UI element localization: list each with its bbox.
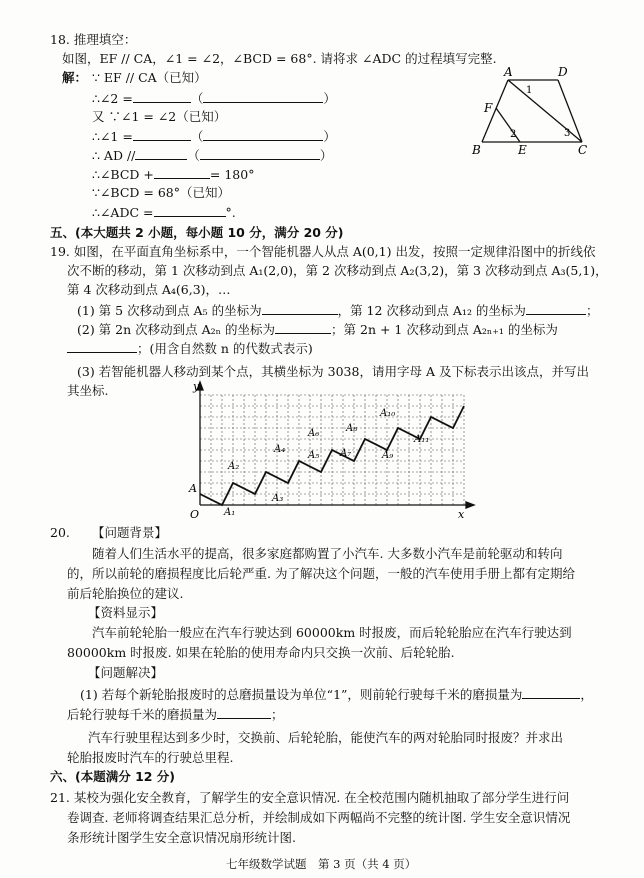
q19-part-2: (2) 第 2n 次移动到点 A₂ₙ 的坐标为 ；第 2n + 1 次移动到点 A₂ₙ₊₁ 的坐标为 (77, 322, 558, 337)
q20-info-2: 80000km 时报废. 如果在轮胎的使用寿命内只交换一次前、后轮轮胎. (67, 645, 455, 660)
q19-part-2-cont: ；(用含自然数 n 的代数式表示) (67, 340, 313, 357)
q21-line-3: 条形统计图学生安全意识情况扇形统计图. (67, 830, 296, 845)
x-axis-arrow (466, 502, 474, 508)
q18-blank-4a[interactable] (133, 128, 191, 141)
page-footer: 七年级数学试题 第 3 页（共 4 页） (226, 857, 417, 871)
x-axis-label: x (458, 508, 465, 521)
q18-blank-5a[interactable] (135, 147, 187, 160)
q18-step-8: ∴∠ADC = °. (92, 205, 236, 220)
q20-background-3: 前后轮胎换位的建议. (67, 586, 184, 601)
q20-solve-2-cont: 轮胎报废时汽车的行驶总里程. (67, 750, 234, 765)
q18-blank-2a[interactable] (133, 90, 191, 103)
section-5-heading: 五、(本大题共 2 小题，每小题 10 分，满分 20 分) (50, 225, 344, 240)
q21-line-2: 卷调查. 老师将调查结果汇总分析，并绘制成如下两幅尚不完整的统计图. 学生安全意识情况 (67, 810, 571, 825)
q18-step-3: 又 ∵∠1 = ∠2（已知） (92, 109, 227, 124)
q18-blank-4b[interactable] (203, 128, 323, 141)
q18-step-4: ∴∠1 = （ ） (92, 129, 336, 144)
q19-line-3: 第 4 次移动到点 A₄(6,3)，… (67, 282, 231, 297)
origin-label: O (190, 508, 200, 521)
point-a4-label: A₄ (274, 444, 286, 455)
q20-background-1: 随着人们生活水平的提高，很多家庭都购置了小汽车. 大多数小汽车是前轮驱动和转向 (92, 546, 563, 561)
q19-part-3: (3) 若智能机器人移动到某个点，其横坐标为 3038，请用字母 A 及下标表示出该点，并写出 (77, 364, 589, 379)
point-a11-label: A₁₁ (414, 434, 430, 445)
point-a9-label: A₉ (382, 450, 394, 461)
q20-info-title: 【资料显示】 (88, 605, 164, 620)
q18-title: 18. 推理填空： (50, 32, 137, 47)
angle-3: 3 (564, 128, 571, 139)
label-f: F (484, 101, 493, 115)
q20-blank-2[interactable] (217, 706, 271, 719)
q18-figure (462, 62, 602, 158)
label-c: C (578, 143, 588, 157)
q19-part-1: (1) 第 5 次移动到点 A₅ 的坐标为 ，第 12 次移动到点 A₁₂ 的坐标为 ； (77, 303, 599, 318)
angle-2: 2 (510, 129, 517, 140)
q18-step-7: ∵∠BCD = 68°（已知） (92, 185, 231, 200)
point-a-label: A (189, 482, 197, 495)
section-6-heading: 六、(本题满分 12 分) (50, 769, 176, 784)
q19-line-1: 19. 如图，在平面直角坐标系中，一个智能机器人从点 A(0,1) 出发，按照一定规律沿图中的折线依 (50, 244, 596, 259)
q18-blank-8[interactable] (154, 204, 226, 217)
q20-background-2: 的，所以前轮的磨损程度比后轮严重. 为了解决这个问题，一般的汽车使用手册上都有定期给 (67, 566, 575, 581)
q19-blank-2b[interactable] (67, 340, 137, 353)
q18-step-1: ∵ EF // CA（已知） (92, 70, 207, 85)
label-e: E (518, 143, 527, 157)
label-b: B (472, 143, 481, 157)
point-a7-label: A₇ (340, 448, 352, 459)
q20-solve-2: 汽车行驶里程达到多少时，交换前、后轮轮胎，能使汽车的两对轮胎同时报废？并求出 (88, 730, 564, 745)
q19-coordinate-graph (180, 378, 480, 523)
q20-solve-title: 【问题解决】 (88, 665, 164, 680)
y-axis-label: y (193, 380, 200, 393)
q20-solve-1: (1) 若每个新轮胎报废时的总磨损量设为单位“1”，则前轮行驶每千米的磨损量为 ， (80, 687, 593, 702)
q19-blank-1b[interactable] (526, 302, 586, 315)
point-a1-label: A₁ (224, 507, 236, 518)
q18-blank-6[interactable] (154, 166, 210, 179)
point-a3-label: A₃ (272, 493, 284, 504)
q20-solve-1-cont: 后轮行驶每千米的磨损量为 ； (67, 707, 284, 722)
q19-part-3-cont: 其坐标. (67, 383, 109, 398)
q18-solve-label: 解： (62, 70, 88, 85)
point-a6-label: A₆ (308, 428, 320, 439)
label-a: A (504, 65, 513, 79)
q20-info-1: 汽车前轮轮胎一般应在汽车行驶达到 60000km 时报废，而后轮轮胎应在汽车行驶达到 (92, 625, 572, 640)
angle-1: 1 (526, 85, 533, 96)
q18-intro: 如图，EF // CA，∠1 = ∠2，∠BCD = 68°. 请将求 ∠ADC 的过程填写完整. (62, 51, 497, 66)
point-a10-label: A₁₀ (380, 408, 396, 419)
point-a5-label: A₅ (308, 450, 320, 461)
q19-blank-2a[interactable] (275, 321, 331, 334)
q18-blank-5b[interactable] (200, 147, 320, 160)
q19-blank-1a[interactable] (262, 302, 338, 315)
q20-blank-1[interactable] (522, 686, 580, 699)
q18-step-6: ∴∠BCD + = 180° (92, 167, 255, 182)
q18-step-5: ∴ AD // （ ） (92, 148, 333, 163)
label-d: D (558, 65, 568, 79)
q18-blank-2b[interactable] (203, 90, 323, 103)
q19-line-2: 次不断的移动，第 1 次移动到点 A₁(2,0)，第 2 次移动到点 A₂(3,2)，第 3 次移动到点 A₃(5,1)， (67, 263, 608, 278)
point-a2-label: A₂ (228, 461, 240, 472)
q18-step-2: ∴∠2 = （ ） (92, 91, 336, 106)
point-a8-label: A₈ (346, 423, 358, 434)
q20-number: 20. (50, 525, 70, 540)
q21-line-1: 21. 某校为强化安全教育，了解学生的安全意识情况. 在全校范围内随机抽取了部分学生进行问 (50, 790, 570, 805)
q20-background-title: 【问题背景】 (92, 525, 168, 540)
